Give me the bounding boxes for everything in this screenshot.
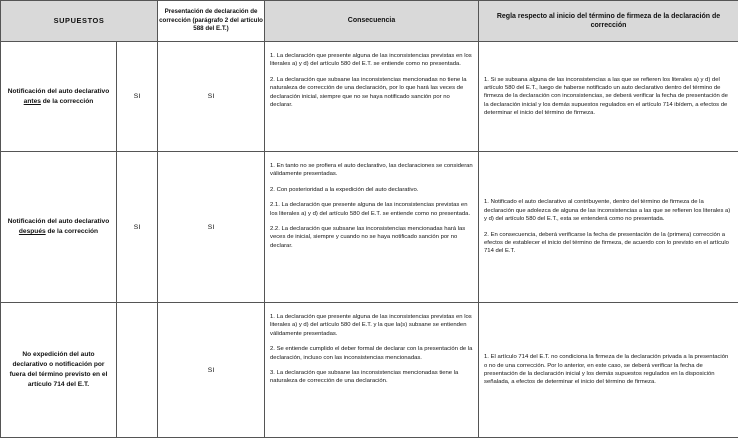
table-row: [1, 152, 738, 303]
consecuencia-cell: [265, 42, 479, 152]
consecuencia-paragraph: 1. La declaración que presente alguna de las inconsistencias previstas en los literales a) y d) del artículo 580 del E.T. se entiende como no presentada.: [270, 52, 473, 69]
consecuencia-paragraph: 3. La declaración que subsane las inconsistencias mencionadas tiene la naturaleza de corrección de una declaración.: [270, 369, 473, 386]
regla-cell: [479, 42, 738, 152]
cell-col3: SI: [158, 303, 265, 438]
consecuencia-paragraph: 2. La declaración que subsane las inconsistencias mencionadas no tiene la naturaleza de corrección de una declaración, por lo que hará las veces de declaración inicial, siempre que no se haya notificado sanción por no declarar.: [270, 76, 473, 110]
cell-col2: SI: [117, 42, 158, 152]
cell-col2: SI: [117, 152, 158, 303]
regla-paragraph: 2. En consecuencia, deberá verificarse la fecha de presentación de la (primera) corrección a efectos de establecer el inicio del término de firmeza, de acuerdo con lo previsto en el artículo 714 del E.T.: [484, 231, 733, 256]
cell-col3: SI: [158, 42, 265, 152]
regla-paragraph: 1. Notificado el auto declarativo al contribuyente, dentro del término de firmeza de la declaración que adolezca de alguna de las inconsistencias a las que se refieren los literales a) y d) del artículo 580 del E.T., esta se entenderá como no presentada.: [484, 198, 733, 223]
consecuencia-paragraph: 1. En tanto no se profiera el auto declarativo, las declaraciones se consideran válidamente presentadas.: [270, 162, 473, 179]
consecuencia-paragraph: 2. Con posterioridad a la expedición del auto declarativo.: [270, 186, 473, 194]
row-label: No expedición del auto declarativo o notificación por fuera del término previsto en el artículo 714 del E.T.: [1, 303, 117, 438]
cell-col3: SI: [158, 152, 265, 303]
consecuencia-cell: [265, 152, 479, 303]
header-row: [1, 1, 738, 42]
regla-cell: [479, 152, 738, 303]
regla-cell: [479, 303, 738, 438]
consecuencia-paragraph: 2. Se entiende cumplido el deber formal de declarar con la presentación de la declaración, incluso con las inconsistencias mencionadas.: [270, 345, 473, 362]
header-supuestos: SUPUESTOS: [1, 1, 158, 42]
regla-paragraph: 1. El artículo 714 del E.T. no condiciona la firmeza de la declaración privada a la presentación o no de una corrección. Por lo anterior, en este caso, se deberá verificar la fecha de presentación de la declaración inicial y los demás supuestos regulados en la disposición señalada, a efectos de determinar el inicio del término de firmeza.: [484, 353, 733, 387]
consecuencia-paragraph: 2.1. La declaración que presente alguna de las inconsistencias previstas en los literales a) y d) del artículo 580 del E.T. se entiende como no presentada.: [270, 201, 473, 218]
table-row: [1, 303, 738, 438]
consecuencia-paragraph: 1. La declaración que presente alguna de las inconsistencias previstas en los literales a) y d) del artículo 580 del E.T. y la que la(s) subsane se entienden válidamente presentadas.: [270, 313, 473, 338]
consecuencia-paragraph: 2.2. La declaración que subsane las inconsistencias mencionadas hará las veces de inicial, siempre y cuando no se haya notificado sanción por no declarar.: [270, 225, 473, 250]
header-presentacion: Presentación de declaración de corrección (parágrafo 2 del artículo 588 del E.T.): [158, 1, 265, 42]
consecuencia-cell: [265, 303, 479, 438]
row-label: Notificación del auto declarativo después de la corrección: [1, 152, 117, 303]
header-consecuencia: Consecuencia: [265, 1, 479, 42]
table-row: [1, 42, 738, 152]
regla-paragraph: 1. Si se subsana alguna de las inconsistencias a las que se refieren los literales a) y d) del artículo 580 del E.T., luego de haberse notificado un auto declarativo dentro del término de firmeza de la declaración con inconsistencias, se deberá verificar la fecha de presentación de la declaración inicial y los demás supuestos regulados en el artículo 714 ibídem, a efectos de determinar el inicio del término de firmeza.: [484, 76, 733, 118]
header-regla: Regla respecto al inicio del término de firmeza de la declaración de corrección: [479, 1, 738, 42]
row-label: Notificación del auto declarativo antes de la corrección: [1, 42, 117, 152]
cell-col2: [117, 303, 158, 438]
